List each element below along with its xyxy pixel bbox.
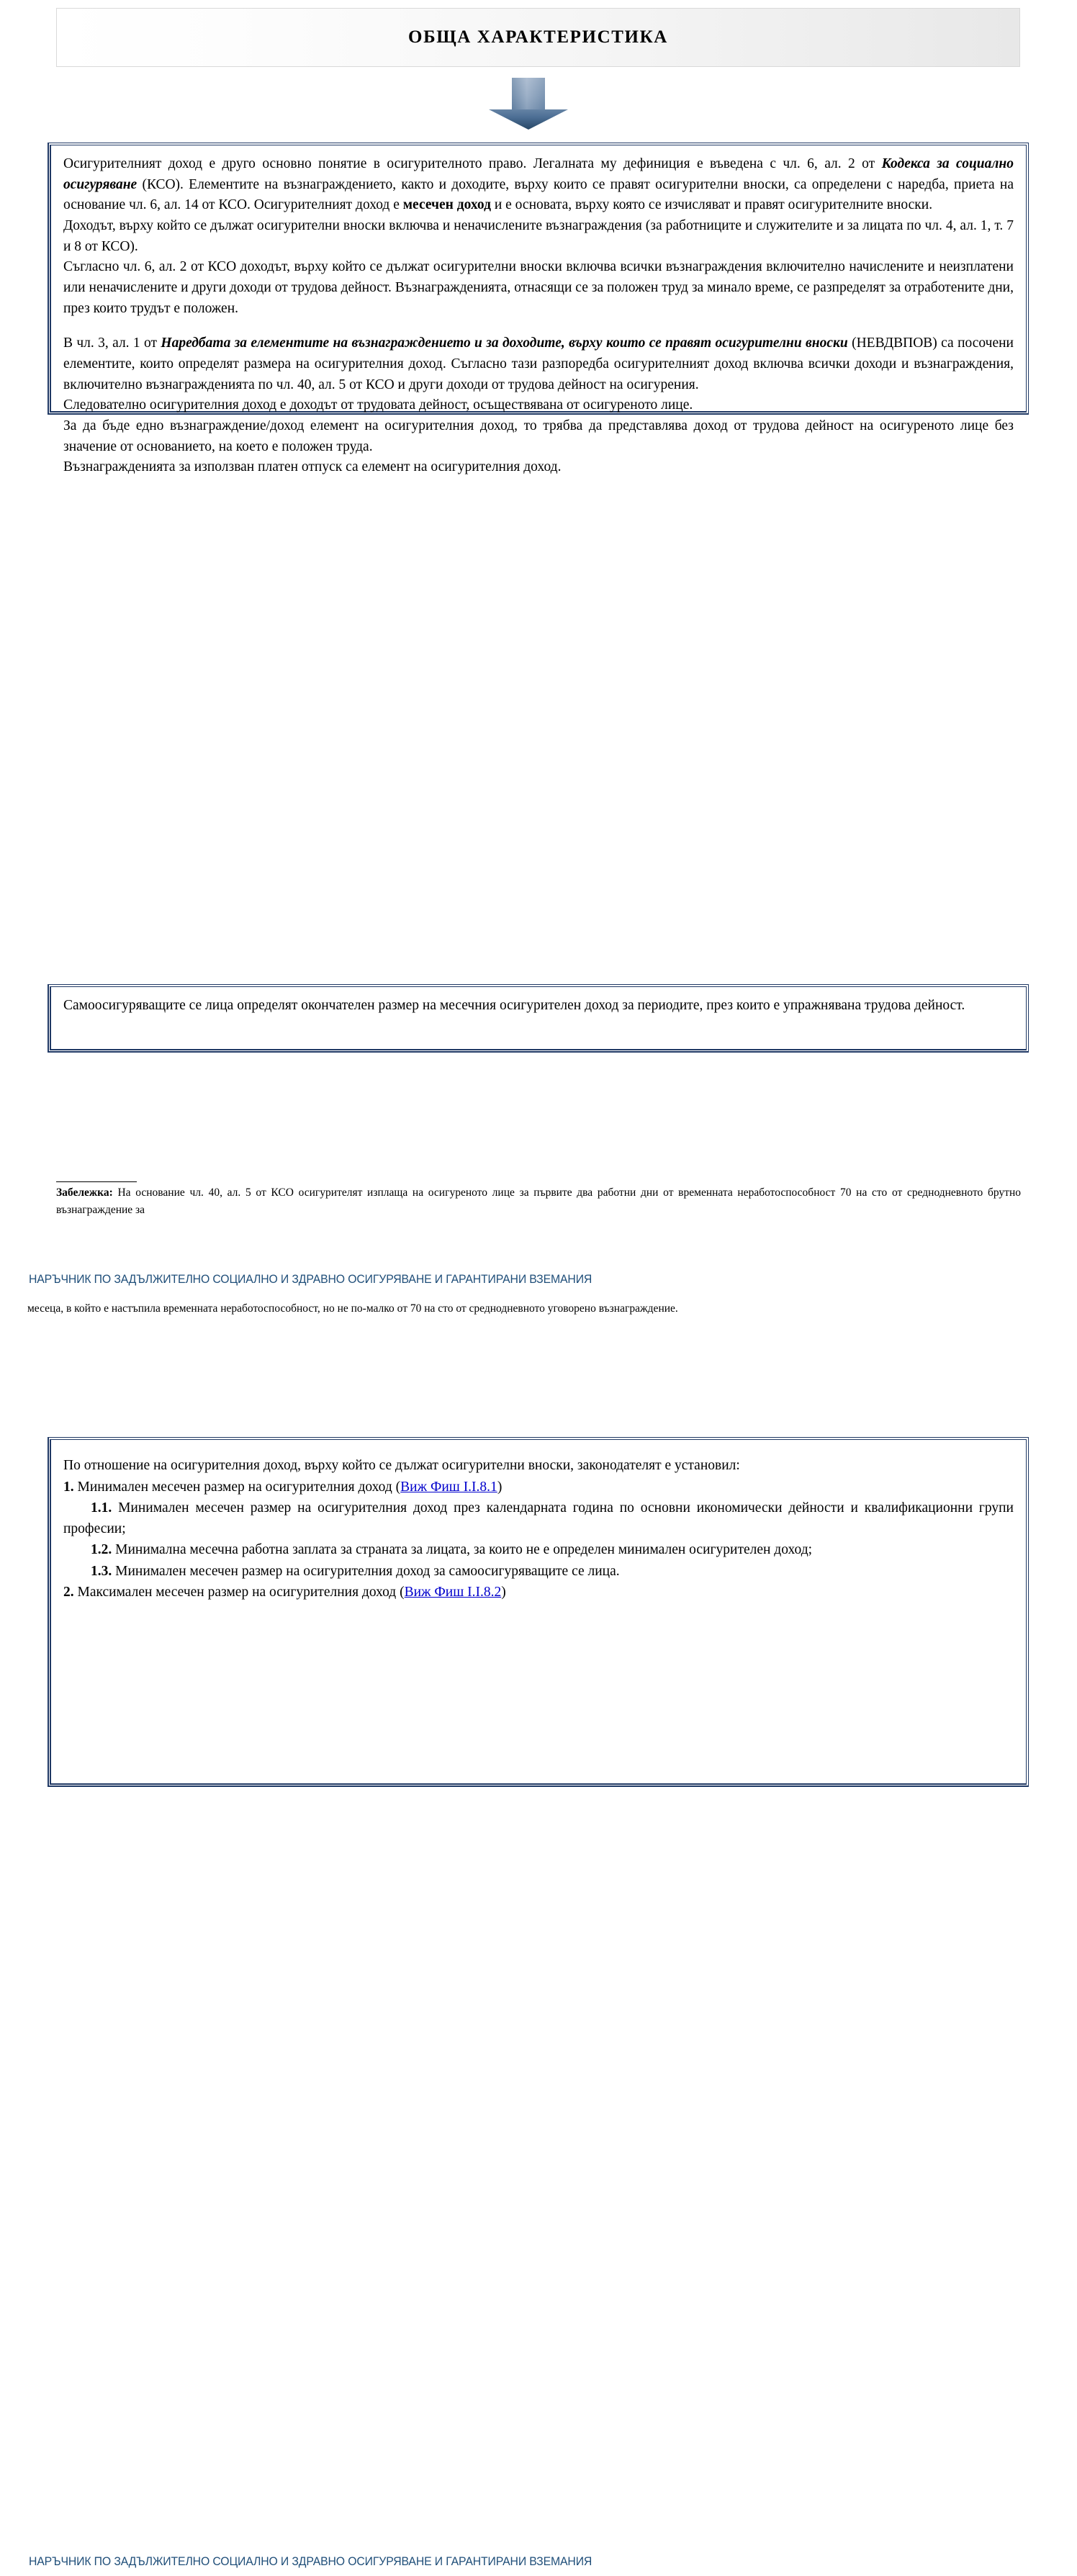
list-item-number: 1.2.	[91, 1542, 112, 1558]
footnote-block	[56, 1181, 1021, 1219]
fiche-link-1[interactable]: Виж Фиш I.I.8.1	[400, 1479, 497, 1495]
list-item-text: Минимален месечен размер на осигурителния доход за самоосигуряващите се лица.	[112, 1563, 620, 1579]
text-run: (КСО). Елементите на възнаграждението, както и доходите, върху които се правят осигурителни вноски, са определени с наредба, приета на основание чл. 6, ал. 14 от КСО. Осигурителният доход е	[63, 176, 1014, 213]
text-run: Съгласно чл. 6, ал. 2 от КСО доходът, върху който се дължат осигурителни вноски включва всички възнаграждения включително начислените и неизплатени или неначислените и други доходи от трудова дейност. Възнагражденията, отнасящи се за положен труд за минало време, се разпределят за отработените дни, през които трудът е положен.	[63, 259, 1014, 316]
down-arrow-icon	[482, 76, 574, 131]
text-run: За да бъде едно възнаграждение/доход елемент на осигурителния доход, то трябва да представлява доход от трудова дейност на осигуреното лице без значение от основанието, на което е положен труда.	[63, 418, 1014, 454]
text-run-emphasis: Кодекса за социално осигуряване	[63, 156, 1014, 192]
paragraph	[63, 457, 1014, 478]
paragraph	[63, 154, 1014, 216]
text-run: Следователно осигурителния доход е доходът от трудовата дейност, осъществявана от осигуреното лице.	[63, 397, 693, 413]
paragraph	[63, 996, 1014, 1017]
list-item-text-after: )	[497, 1479, 503, 1495]
text-run: Доходът, върху който се дължат осигурителни вноски включва и неначислените възнаграждения (за работниците и служителите и за лицата по чл. 4, ал. 1, т. 7 и 8 от КСО).	[63, 217, 1014, 254]
list-item-text: Максимален месечен размер на осигурителния доход (	[73, 1584, 405, 1600]
list-item-text: Минимален месечен размер на осигурителния доход през календарната година по основни икономически дейности и квалификационни групи професии;	[63, 1500, 1014, 1537]
paragraph	[63, 416, 1014, 457]
content-box-legislator-list	[48, 1437, 1029, 1787]
content-box-legislator-list-body	[51, 1440, 1026, 1610]
list-item	[63, 1539, 1014, 1560]
list-item	[63, 1561, 1014, 1582]
text-run: (НЕВДВПОВ) са посочени елементите, които определят размера на осигурителния доход. Съгласно тази разпоредба осигурителният доход включва всички доходи и възнаграждения, включително възнагражденията по чл. 40, ал. 5 от КСО и други доходи от трудова дейност на осигурения.	[63, 335, 1014, 392]
text-run: Възнагражденията за използван платен отпуск са елемент на осигурителния доход.	[63, 459, 562, 475]
list-item	[63, 1498, 1014, 1540]
text-run: и е основата, върху която се изчисляват и правят осигурителните вноски.	[490, 197, 933, 213]
content-box-definition	[48, 143, 1029, 475]
paragraph	[63, 395, 1014, 416]
paragraph	[63, 216, 1014, 257]
fiche-link-2[interactable]: Виж Фиш I.I.8.2	[404, 1584, 502, 1600]
footnote-text-run: На основание чл. 40, ал. 5 от КСО осигурителят изплаща на осигуреното лице за първите два работни дни от временната неработоспособност 70 на сто от среднодневното брутно възнаграждение за	[56, 1186, 1021, 1217]
text-run: Осигурителният доход е друго основно понятие в осигурителното право. Легалната му дефиниция е въведена с чл. 6, ал. 2 от	[63, 156, 882, 171]
list-item	[63, 1582, 1014, 1603]
footnote-continuation	[27, 1300, 1021, 1318]
running-header: НАРЪЧНИК ПО ЗАДЪЛЖИТЕЛНО СОЦИАЛНО И ЗДРАВНО ОСИГУРЯВАНЕ И ГАРАНТИРАНИ ВЗЕМАНИЯ	[29, 1272, 592, 1286]
list-item-number: 1.1.	[91, 1500, 112, 1516]
footnote-paragraph	[56, 1184, 1021, 1219]
list-item-number: 2.	[63, 1584, 74, 1600]
page-title: ОБЩА ХАРАКТЕРИСТИКА	[408, 27, 668, 47]
text-run-emphasis: Наредбата за елементите на възнаграждението и за доходите, върху които се правят осигурителни вноски	[161, 335, 848, 351]
footnote-paragraph-continued: месеца, в който е настъпила временната неработоспособност, но не по-малко от 70 на сто от среднодневното уговорено възнаграждение.	[27, 1302, 678, 1315]
page-title-banner	[56, 8, 1020, 67]
text-run-bold: месечен доход	[402, 197, 491, 213]
content-box-self-insured	[48, 984, 1029, 1053]
text-run: Самоосигуряващите се лица определят окончателен размер на месечния осигурителен доход за периодите, през които е упражнявана трудова дейност.	[63, 998, 965, 1013]
list-item-number: 1.	[63, 1479, 74, 1495]
footnote-separator	[56, 1181, 137, 1182]
running-footer: НАРЪЧНИК ПО ЗАДЪЛЖИТЕЛНО СОЦИАЛНО И ЗДРАВНО ОСИГУРЯВАНЕ И ГАРАНТИРАНИ ВЗЕМАНИЯ	[29, 2554, 592, 2568]
paragraph	[63, 257, 1014, 319]
list-item-number: 1.3.	[91, 1563, 112, 1579]
list-item-text-after: )	[501, 1584, 506, 1600]
list-item-text: Минимална месечна работна заплата за страната за лицата, за които не е определен минимален осигурителен доход;	[112, 1542, 813, 1558]
list-intro-paragraph: По отношение на осигурителния доход, върху който се дължат осигурителни вноски, законодателят е установил:	[63, 1458, 740, 1473]
content-box-self-insured-body	[51, 987, 1026, 1024]
list-item	[63, 1477, 1014, 1498]
footnote-label: Забележка:	[56, 1186, 113, 1199]
paragraph	[63, 333, 1014, 395]
text-run: В чл. 3, ал. 1 от	[63, 335, 161, 351]
list-item-text: Минимален месечен размер на осигурителния доход (	[73, 1479, 401, 1495]
content-box-definition-body	[51, 145, 1026, 485]
